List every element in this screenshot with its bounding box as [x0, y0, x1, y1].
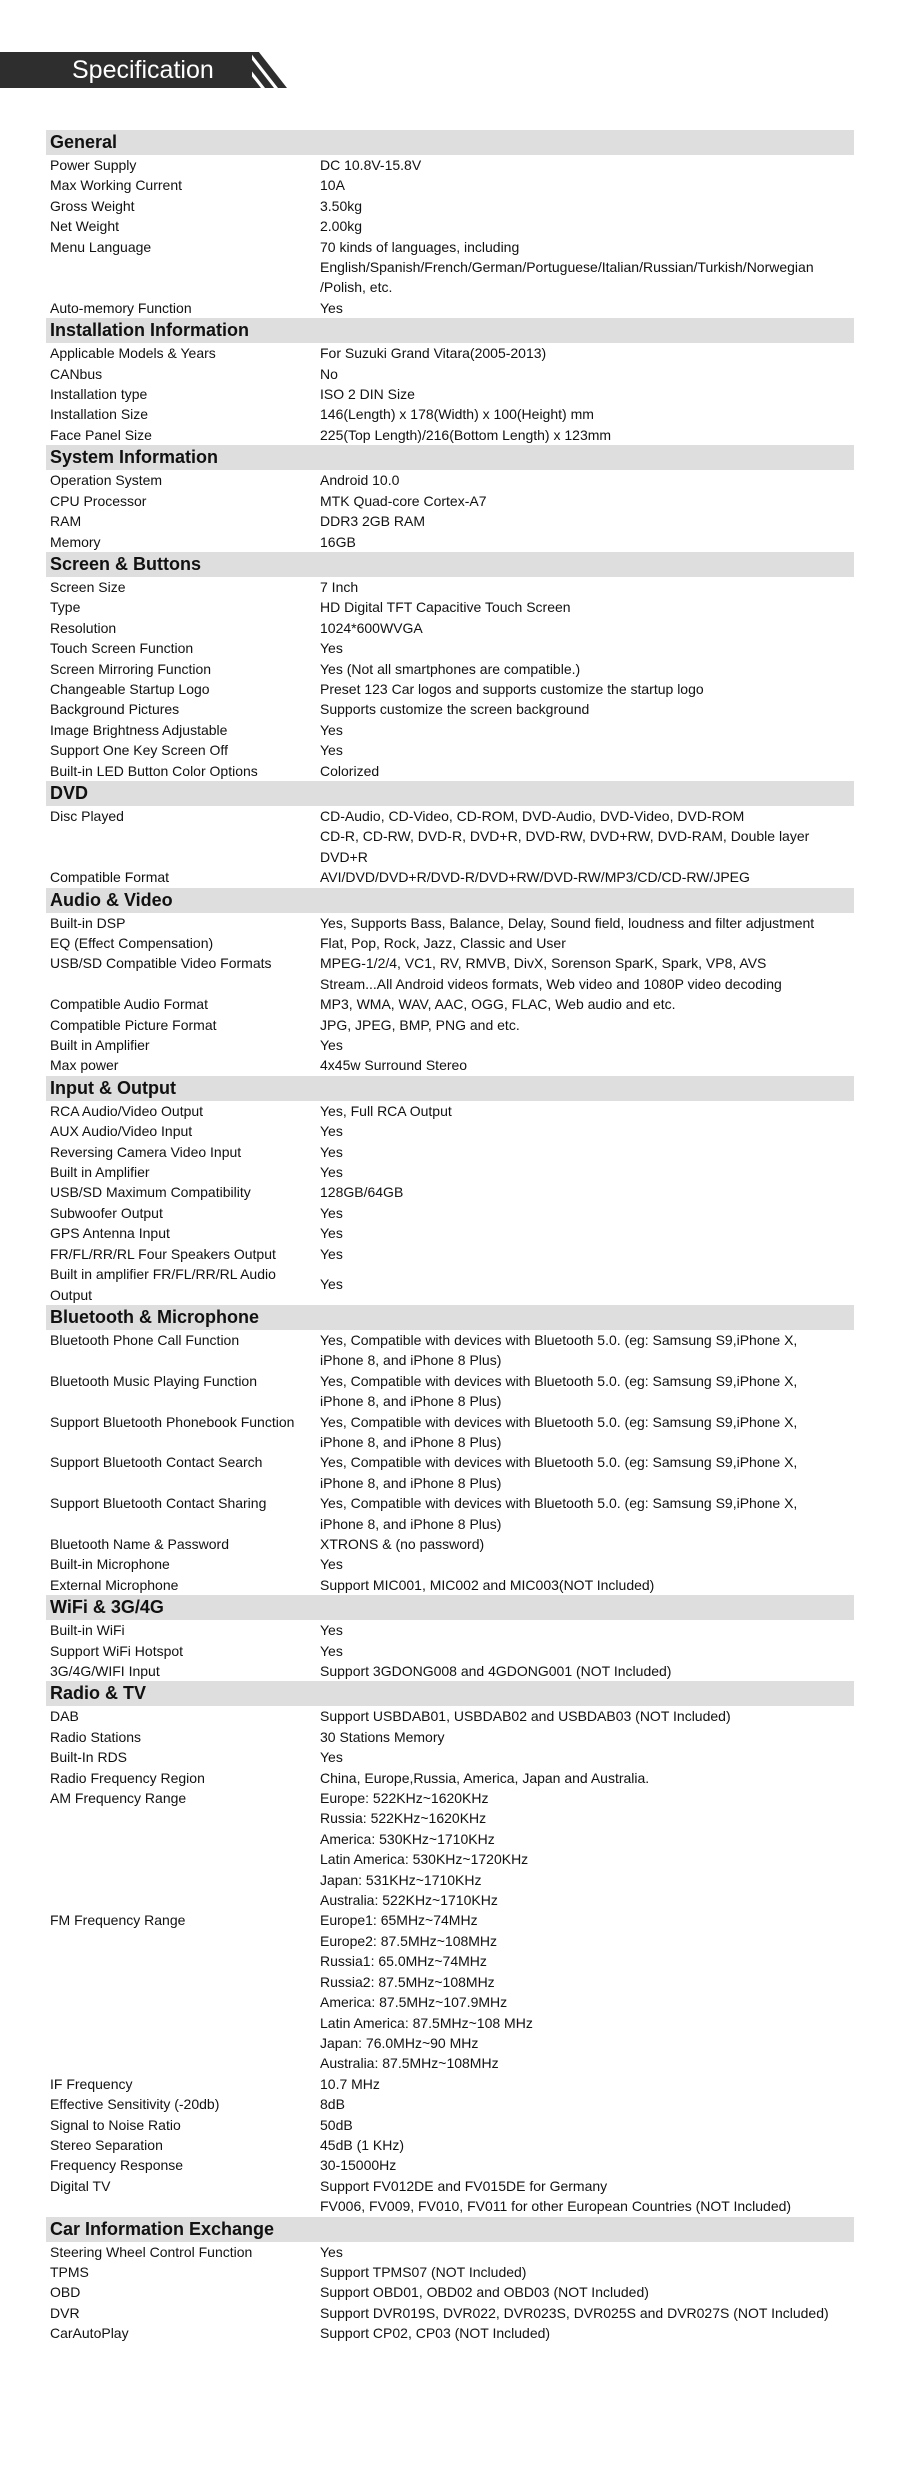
spec-label: CPU Processor — [50, 492, 147, 509]
spec-value: 1024*600WVGA — [320, 619, 423, 636]
spec-row — [46, 237, 854, 298]
spec-label: RAM — [50, 513, 82, 530]
spec-row — [46, 2303, 854, 2323]
spec-value: Yes — [320, 1245, 343, 1262]
spec-value: China, Europe,Russia, America, Japan and Australia. — [320, 1769, 650, 1786]
spec-label: Screen Mirroring Function — [50, 660, 212, 677]
spec-row — [46, 1788, 854, 1910]
banner-title: Specification — [72, 56, 214, 84]
spec-value: 146(Length) x 178(Width) x 100(Height) mm — [320, 406, 594, 423]
spec-label: Power Supply — [50, 157, 137, 173]
section-header: Radio & TV — [46, 1681, 854, 1706]
section-header: System Information — [46, 445, 854, 470]
spec-label: Image Brightness Adjustable — [50, 721, 228, 738]
spec-label: Installation Size — [50, 406, 149, 423]
spec-value: No — [320, 365, 338, 382]
spec-value: Supports customize the screen background — [320, 701, 590, 718]
section-header: Screen & Buttons — [46, 552, 854, 577]
spec-label: Built-in LED Button Color Options — [50, 762, 258, 779]
spec-row — [46, 384, 854, 404]
spec-row — [46, 1641, 854, 1661]
spec-label: Support Bluetooth Contact Sharing — [50, 1495, 267, 1512]
spec-value: Yes — [320, 721, 343, 738]
spec-value: Yes — [320, 1143, 343, 1160]
spec-label: GPS Antenna Input — [50, 1225, 170, 1242]
spec-value: ISO 2 DIN Size — [320, 386, 415, 403]
section-header: DVD — [46, 781, 854, 806]
spec-row — [46, 1661, 854, 1681]
spec-row — [46, 532, 854, 552]
spec-row — [46, 867, 854, 887]
spec-label: Installation type — [50, 386, 148, 403]
section-header: Car Information Exchange — [46, 2217, 854, 2242]
spec-row — [46, 679, 854, 699]
spec-row — [46, 1244, 854, 1264]
spec-row — [46, 597, 854, 617]
spec-row — [46, 175, 854, 195]
spec-value: Yes — [320, 1164, 343, 1181]
spec-value: Support OBD01, OBD02 and OBD03 (NOT Included) — [320, 2284, 649, 2301]
spec-row — [46, 913, 854, 933]
spec-value: 2.00kg — [320, 218, 363, 235]
spec-label: FR/FL/RR/RL Four Speakers Output — [50, 1245, 276, 1262]
spec-value: Yes, Compatible with devices with Bluetooth 5.0. (eg: Samsung S9,iPhone X, iPhone 8, and iPhone 8 Plus) — [320, 1454, 798, 1491]
spec-row — [46, 2094, 854, 2114]
spec-value: Support CP02, CP03 (NOT Included) — [320, 2325, 551, 2342]
spec-value: Support TPMS07 (NOT Included) — [320, 2263, 527, 2280]
spec-row — [46, 953, 854, 994]
spec-value: Support MIC001, MIC002 and MIC003(NOT Included) — [320, 1576, 655, 1593]
spec-label: Screen Size — [50, 578, 126, 595]
spec-label: Face Panel Size — [50, 426, 152, 443]
section-header: Input & Output — [46, 1076, 854, 1101]
spec-value: Preset 123 Car logos and supports customize the startup logo — [320, 680, 704, 697]
spec-label: Background Pictures — [50, 701, 180, 718]
spec-value: Support 3GDONG008 and 4GDONG001 (NOT Included) — [320, 1663, 672, 1679]
spec-value: Android 10.0 — [320, 472, 400, 489]
spec-row — [46, 1747, 854, 1767]
spec-row — [46, 1223, 854, 1243]
spec-label: Support WiFi Hotspot — [50, 1642, 184, 1659]
spec-row — [46, 1620, 854, 1640]
spec-row — [46, 2115, 854, 2135]
spec-row — [46, 1182, 854, 1202]
spec-label: Operation System — [50, 472, 163, 489]
spec-label: Memory — [50, 533, 101, 550]
spec-row — [46, 1493, 854, 1534]
spec-row — [46, 806, 854, 867]
spec-row — [46, 1706, 854, 1726]
spec-value: 16GB — [320, 533, 356, 550]
spec-value: Colorized — [320, 762, 380, 779]
spec-row — [46, 1203, 854, 1223]
spec-label: Bluetooth Phone Call Function — [50, 1331, 240, 1348]
spec-row — [46, 1534, 854, 1554]
spec-value: AVI/DVD/DVD+R/DVD-R/DVD+RW/DVD-RW/MP3/CD/CD-RW/JPEG — [320, 869, 750, 886]
spec-value: 10.7 MHz — [320, 2075, 380, 2092]
spec-row — [46, 2262, 854, 2282]
specification-table — [46, 130, 854, 2344]
spec-label: Max Working Current — [50, 177, 183, 194]
spec-row — [46, 659, 854, 679]
spec-value: JPG, JPEG, BMP, PNG and etc. — [320, 1016, 520, 1033]
spec-row — [46, 425, 854, 445]
section-header: WiFi & 3G/4G — [46, 1595, 854, 1620]
spec-row — [46, 638, 854, 658]
section-header: Audio & Video — [46, 888, 854, 913]
spec-row — [46, 511, 854, 531]
spec-label: Resolution — [50, 619, 117, 636]
spec-value: Yes (Not all smartphones are compatible.) — [320, 660, 581, 677]
spec-row — [46, 2282, 854, 2302]
spec-row — [46, 1371, 854, 1412]
spec-value: Yes — [320, 1276, 343, 1293]
spec-value: MTK Quad-core Cortex-A7 — [320, 492, 487, 509]
spec-value: 30-15000Hz — [320, 2157, 397, 2174]
spec-label: RCA Audio/Video Output — [50, 1102, 204, 1119]
spec-label: Max power — [50, 1057, 119, 1074]
spec-row — [46, 1768, 854, 1788]
spec-value: 10A — [320, 177, 345, 194]
spec-label: Built in Amplifier — [50, 1164, 150, 1181]
spec-label: TPMS — [50, 2263, 89, 2280]
spec-row — [46, 404, 854, 424]
spec-row — [46, 618, 854, 638]
spec-value: 50dB — [320, 2116, 353, 2133]
spec-value: Yes — [320, 1037, 343, 1054]
spec-value: Yes — [320, 1123, 343, 1140]
spec-value: HD Digital TFT Capacitive Touch Screen — [320, 599, 571, 616]
spec-row — [46, 1452, 854, 1493]
spec-row — [46, 2323, 854, 2343]
spec-row — [46, 2155, 854, 2175]
spec-label: Net Weight — [50, 218, 119, 235]
spec-label: Built-in DSP — [50, 914, 126, 931]
spec-value: Yes — [320, 299, 343, 316]
spec-row — [46, 2176, 854, 2217]
spec-label: Disc Played — [50, 807, 124, 824]
spec-label: Built-In RDS — [50, 1749, 128, 1766]
spec-label: AUX Audio/Video Input — [50, 1123, 193, 1140]
spec-label: Stereo Separation — [50, 2136, 163, 2153]
spec-value: 8dB — [320, 2096, 345, 2113]
spec-row — [46, 216, 854, 236]
spec-row — [46, 470, 854, 490]
spec-label: External Microphone — [50, 1576, 179, 1593]
spec-value: 45dB (1 KHz) — [320, 2136, 405, 2153]
spec-label: Built-in Microphone — [50, 1556, 170, 1573]
spec-value: 128GB/64GB — [320, 1184, 404, 1201]
spec-value: Yes, Compatible with devices with Bluetooth 5.0. (eg: Samsung S9,iPhone X, iPhone 8, and iPhone 8 Plus) — [320, 1413, 798, 1450]
spec-row — [46, 720, 854, 740]
spec-label: DVR — [50, 2304, 80, 2321]
spec-row — [46, 2135, 854, 2155]
spec-value: Support DVR019S, DVR022, DVR023S, DVR025S and DVR027S (NOT Included) — [320, 2304, 829, 2321]
spec-row — [46, 1142, 854, 1162]
spec-row — [46, 761, 854, 781]
spec-value: 4x45w Surround Stereo — [320, 1057, 468, 1074]
spec-row — [46, 1121, 854, 1141]
spec-value: Yes, Compatible with devices with Bluetooth 5.0. (eg: Samsung S9,iPhone X, iPhone 8, and iPhone 8 Plus) — [320, 1331, 798, 1369]
spec-label: Signal to Noise Ratio — [50, 2116, 181, 2133]
spec-row — [46, 740, 854, 760]
spec-value: MPEG-1/2/4, VC1, RV, RMVB, DivX, Sorenson SparK, Spark, VP8, AVS Stream...All Android videos formats, Web video and 1080P video decoding — [320, 955, 782, 992]
spec-label: Compatible Audio Format — [50, 996, 208, 1013]
spec-value: Yes, Full RCA Output — [320, 1102, 452, 1119]
spec-label: Touch Screen Function — [50, 640, 194, 657]
spec-label: Applicable Models & Years — [50, 345, 216, 362]
spec-label: USB/SD Maximum Compatibility — [50, 1184, 251, 1201]
spec-value: 30 Stations Memory — [320, 1728, 445, 1745]
spec-value: XTRONS & (no password) — [320, 1535, 485, 1552]
spec-value: Yes, Compatible with devices with Bluetooth 5.0. (eg: Samsung S9,iPhone X, iPhone 8, and iPhone 8 Plus) — [320, 1372, 798, 1410]
spec-value: DC 10.8V-15.8V — [320, 157, 422, 173]
spec-row — [46, 699, 854, 719]
spec-value: 3.50kg — [320, 197, 363, 214]
spec-label: Bluetooth Music Playing Function — [50, 1372, 257, 1389]
spec-value: 225(Top Length)/216(Bottom Length) x 123mm — [320, 426, 612, 443]
spec-label: Support One Key Screen Off — [50, 742, 228, 759]
spec-value: For Suzuki Grand Vitara(2005-2013) — [320, 345, 547, 362]
spec-row — [46, 1035, 854, 1055]
spec-label: Compatible Picture Format — [50, 1016, 217, 1033]
spec-label: Effective Sensitivity (-20db) — [50, 2096, 220, 2113]
spec-value: Yes — [320, 2243, 343, 2260]
spec-value: CD-Audio, CD-Video, CD-ROM, DVD-Audio, DVD-Video, DVD-ROM CD-R, CD-RW, DVD-R, DVD+R, DVD-RW, DVD+RW, DVD-RAM, Double layer DVD+R — [320, 807, 810, 865]
spec-value: Europe: 522KHz~1620KHz Russia: 522KHz~1620KHz America: 530KHz~1710KHz Latin America: 530KHz~1720KHz Japan: 531KHz~1710KHz Australia: 522KHz~1710KHz — [320, 1790, 529, 1909]
specification-banner — [0, 52, 300, 88]
spec-row — [46, 577, 854, 597]
spec-row — [46, 994, 854, 1014]
spec-label: CarAutoPlay — [50, 2325, 129, 2342]
spec-label: Steering Wheel Control Function — [50, 2243, 253, 2260]
spec-label: Built in Amplifier — [50, 1037, 150, 1054]
spec-row — [46, 1162, 854, 1182]
spec-row — [46, 1554, 854, 1574]
spec-label: Support Bluetooth Contact Search — [50, 1454, 263, 1471]
spec-value: Flat, Pop, Rock, Jazz, Classic and User — [320, 935, 566, 951]
spec-label: Gross Weight — [50, 197, 135, 214]
spec-label: AM Frequency Range — [50, 1790, 187, 1807]
spec-value: 70 kinds of languages, including English/Spanish/French/German/Portuguese/Italian/Russian/Turkish/Norwegian /Polish, etc. — [320, 238, 814, 296]
spec-row — [46, 155, 854, 175]
spec-row — [46, 491, 854, 511]
spec-value: Yes — [320, 640, 343, 657]
spec-label: Built-in WiFi — [50, 1622, 125, 1639]
spec-label: EQ (Effect Compensation) — [50, 935, 214, 951]
spec-row — [46, 933, 854, 953]
spec-row — [46, 1330, 854, 1371]
spec-row — [46, 2074, 854, 2094]
spec-row — [46, 364, 854, 384]
spec-label: Support Bluetooth Phonebook Function — [50, 1413, 295, 1430]
spec-value: Yes — [320, 1642, 343, 1659]
spec-row — [46, 1015, 854, 1035]
spec-value: Yes — [320, 1622, 343, 1639]
spec-label: Changeable Startup Logo — [50, 680, 210, 697]
spec-value: Europe1: 65MHz~74MHz Europe2: 87.5MHz~108MHz Russia1: 65.0MHz~74MHz Russia2: 87.5MHz~108MHz America: 87.5MHz~107.9MHz Latin America: 87.5MHz~108 MHz Japan: 76.0MHz~90 MHz Australia: 87.5MHz~108MHz — [320, 1912, 533, 2072]
spec-row — [46, 196, 854, 216]
spec-label: Radio Stations — [50, 1728, 142, 1745]
spec-row — [46, 1575, 854, 1595]
spec-label: Menu Language — [50, 238, 152, 255]
spec-value: Yes, Compatible with devices with Bluetooth 5.0. (eg: Samsung S9,iPhone X, iPhone 8, and iPhone 8 Plus) — [320, 1495, 798, 1532]
spec-label: Digital TV — [50, 2177, 111, 2194]
spec-value: Yes — [320, 1749, 343, 1766]
spec-value: Support USBDAB01, USBDAB02 and USBDAB03 (NOT Included) — [320, 1708, 731, 1725]
spec-label: Radio Frequency Region — [50, 1769, 205, 1786]
spec-label: Frequency Response — [50, 2157, 184, 2174]
section-header: General — [46, 130, 854, 155]
section-header: Bluetooth & Microphone — [46, 1305, 854, 1330]
spec-label: FM Frequency Range — [50, 1912, 186, 1929]
spec-label: DAB — [50, 1708, 79, 1725]
spec-value: Yes — [320, 742, 343, 759]
spec-label: USB/SD Compatible Video Formats — [50, 955, 272, 972]
spec-value: Yes — [320, 1204, 343, 1221]
spec-value: 7 Inch — [320, 578, 359, 595]
spec-label: Compatible Format — [50, 869, 170, 886]
spec-row — [46, 1727, 854, 1747]
spec-value: Yes — [320, 1225, 343, 1242]
spec-value: MP3, WMA, WAV, AAC, OGG, FLAC, Web audio and etc. — [320, 996, 676, 1013]
spec-label: Auto-memory Function — [50, 299, 192, 316]
spec-label: 3G/4G/WIFI Input — [50, 1663, 160, 1679]
spec-value: DDR3 2GB RAM — [320, 513, 426, 530]
spec-row — [46, 1412, 854, 1453]
spec-row — [46, 1055, 854, 1075]
spec-row — [46, 298, 854, 318]
spec-label: CANbus — [50, 365, 103, 382]
spec-value: Support FV012DE and FV015DE for Germany FV006, FV009, FV010, FV011 for other European Countries (NOT Included) — [320, 2177, 792, 2215]
spec-row — [46, 1264, 854, 1305]
spec-label: Type — [50, 599, 81, 616]
spec-value: Yes — [320, 1556, 343, 1573]
spec-label: Subwoofer Output — [50, 1204, 163, 1221]
section-header: Installation Information — [46, 318, 854, 343]
spec-row — [46, 343, 854, 363]
spec-row — [46, 1101, 854, 1121]
spec-label: IF Frequency — [50, 2075, 133, 2092]
spec-row — [46, 2242, 854, 2262]
spec-row — [46, 1910, 854, 2073]
spec-label: Reversing Camera Video Input — [50, 1143, 242, 1160]
spec-label: OBD — [50, 2284, 81, 2301]
spec-label: Built in amplifier FR/FL/RR/RL Audio Output — [50, 1266, 276, 1303]
spec-label: Bluetooth Name & Password — [50, 1535, 229, 1552]
spec-value: Yes, Supports Bass, Balance, Delay, Sound field, loudness and filter adjustment — [320, 914, 815, 931]
